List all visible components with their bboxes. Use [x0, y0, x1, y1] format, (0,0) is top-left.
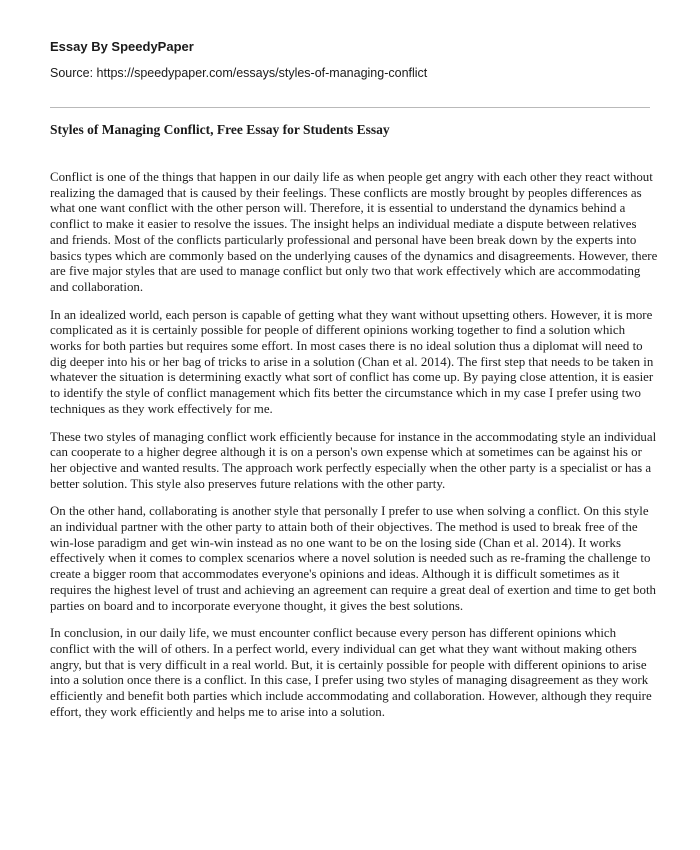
header-divider [50, 107, 650, 108]
page-header [50, 38, 650, 82]
essay-paragraph-1: Conflict is one of the things that happen in our daily life as when people get angry with each other they react without realizing the damaged that is caused by their feelings. These conflicts are mostly brought by peoples differences as what one want conflict with the other person will. Therefore, it is essential to understand the dynamics behind a conflict to make it easier to resolve the issues. The insight helps an individual mediate a dispute between relatives and friends. Most of the conflicts particularly professional and personal have been break down by the experts into basics types which are commonly based on the underlying causes of the dynamics and disagreements. However, there are five major styles that are used to manage conflict but only two that work effectively which are accommodating and collaboration. [50, 170, 658, 294]
essay-title: Styles of Managing Conflict, Free Essay for Students Essay [50, 122, 390, 137]
essay-paragraph-3: These two styles of managing conflict work efficiently because for instance in the accommodating style an individual can cooperate to a higher degree although it is on a person's own expense which at sometimes can be against his or her objective and wanted results. The approach work perfectly especially when the other party is a specialist or has a better solution. This style also preserves future relations with the other party. [50, 429, 657, 491]
essay-body [50, 170, 658, 733]
source-line: Source: https://speedypaper.com/essays/styles-of-managing-conflict [50, 66, 428, 80]
publisher-heading: Essay By SpeedyPaper [50, 39, 194, 54]
essay-paragraph-2: In an idealized world, each person is capable of getting what they want without upsetting others. However, it is more complicated as it is certainly possible for people of different opinions working together to find a solution which works for both parties but requires some effort. In most cases there is no ideal solution thus a diplomat will need to dig deeper into his or her bag of tricks to arise in a solution (Chan et al. 2014). The first step that needs to be taken in whatever the situation is determining exactly what sort of conflict has come up. By paying close attention, it is easier to identify the style of conflict management which fits better the circumstance which in my case I prefer using two techniques as they work effectively for me. [50, 307, 654, 416]
essay-paragraph-4: On the other hand, collaborating is another style that personally I prefer to use when solving a conflict. On this style an individual partner with the other party to attain both of their objectives. The method is used to break free of the win-lose paradigm and get win-win instead as no one want to be on the losing side (Chan et al. 2014). It works effectively when it comes to complex scenarios where a novel solution is needed such as re-framing the challenge to create a bigger room that accommodates everyone's opinions and ideas. Although it is difficult sometimes as it requires the highest level of trust and achieving an agreement can require a great deal of exertion and time to get both parties on board and to incorporate everyone thought, it gives the best solutions. [50, 504, 656, 613]
essay-paragraph-5: In conclusion, in our daily life, we must encounter conflict because every person has different opinions which conflict with the will of others. In a perfect world, every individual can get what they want without making others angry, but that is very difficult in a real world. But, it is certainly possible for people with different opinions to arise into a solution once there is a conflict. In this case, I prefer using two styles of managing disagreement as they work efficiently and benefit both parties which include accommodating and collaboration. However, although they require effort, they work efficiently and helps me to arise into a solution. [50, 626, 652, 719]
